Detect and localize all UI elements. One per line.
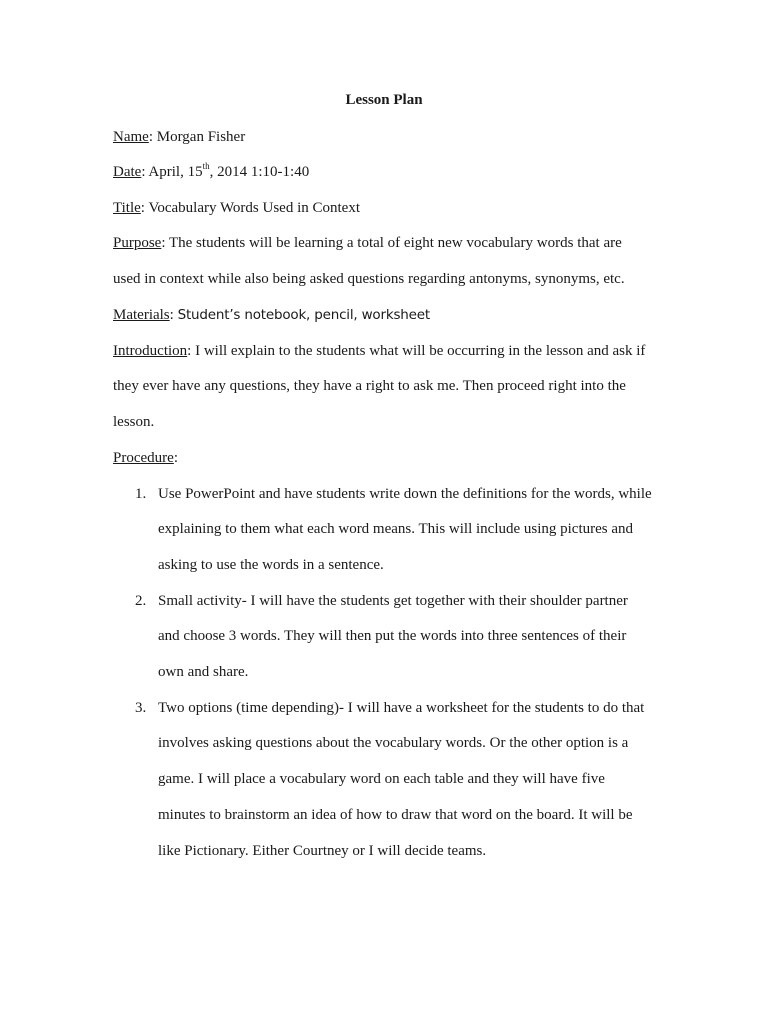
introduction-line-2: they ever have any questions, they have a right to ask me. Then proceed right into the (113, 378, 626, 394)
introduction-line-3: lesson. (113, 414, 155, 430)
procedure-line (113, 450, 178, 467)
purpose-line-1 (113, 235, 622, 252)
step-2-number: 2. (135, 593, 147, 609)
step-2-line: and choose 3 words. They will then put the words into three sentences of their (158, 628, 627, 644)
date-line (113, 161, 310, 181)
step-1-line: explaining to them what each word means. This will include using pictures and (158, 521, 634, 537)
step-3-line: Two options (time depending)- I will have a worksheet for the students to do that (158, 700, 645, 716)
materials-value: Student’s notebook, pencil, worksheet (177, 307, 430, 323)
title-label: Title (113, 200, 141, 216)
materials-sep: : (169, 307, 178, 323)
step-1-number: 1. (135, 486, 147, 502)
name-line (113, 129, 245, 146)
step-3-number: 3. (135, 700, 147, 716)
purpose-line-2: used in context while also being asked questions regarding antonyms, synonyms, etc. (113, 271, 625, 287)
title-line (113, 200, 360, 217)
name-label: Name (113, 129, 149, 145)
step-3-line: like Pictionary. Either Courtney or I will decide teams. (158, 843, 487, 859)
purpose-text: : The students will be learning a total of eight new vocabulary words that are (161, 235, 622, 251)
step-1-line: asking to use the words in a sentence. (158, 557, 384, 573)
step-3-line: involves asking questions about the vocabulary words. Or the other option is a (158, 735, 629, 751)
step-3-line: minutes to brainstorm an idea of how to draw that word on the board. It will be (158, 807, 633, 823)
step-2-line: own and share. (158, 664, 249, 680)
title-value: : Vocabulary Words Used in Context (140, 200, 360, 216)
materials-line (113, 307, 430, 324)
date-label: Date (113, 164, 142, 180)
date-value-pre: : April, 15 (141, 164, 203, 180)
date-value-post: , 2014 1:10-1:40 (209, 164, 310, 180)
page-title: Lesson Plan (345, 92, 423, 108)
purpose-label: Purpose (113, 235, 162, 251)
procedure-sep: : (173, 450, 178, 466)
materials-label: Materials (113, 307, 170, 323)
introduction-line-1 (113, 343, 645, 360)
date-superscript: th (202, 161, 210, 171)
step-2-line: Small activity- I will have the students get together with their shoulder partner (158, 593, 628, 609)
introduction-text: : I will explain to the students what will be occurring in the lesson and ask if (187, 343, 646, 359)
introduction-label: Introduction (113, 343, 188, 359)
procedure-label: Procedure (113, 450, 174, 466)
step-1-line: Use PowerPoint and have students write down the definitions for the words, while (158, 486, 652, 502)
step-3-line: game. I will place a vocabulary word on each table and they will have five (158, 771, 605, 787)
name-value: : Morgan Fisher (148, 129, 246, 145)
